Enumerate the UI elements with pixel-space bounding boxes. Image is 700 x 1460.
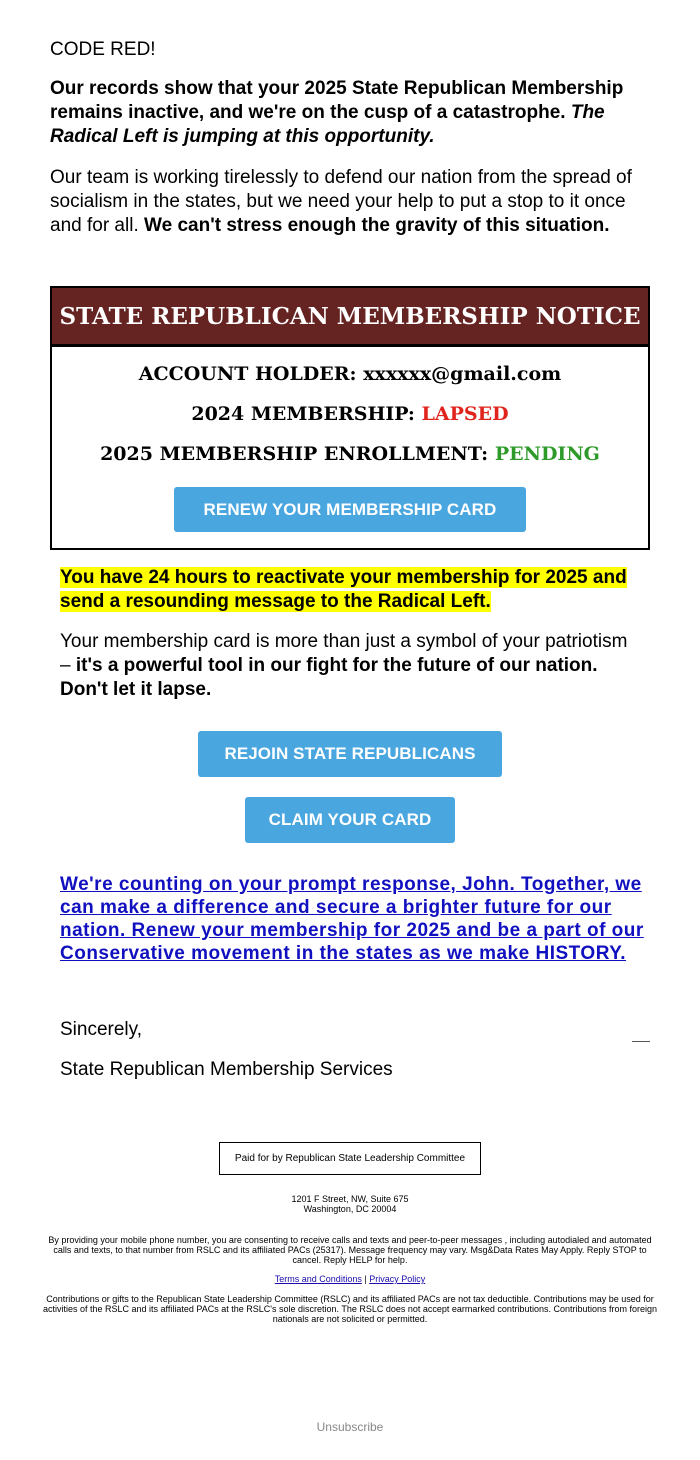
account-holder-line — [52, 363, 648, 385]
unsubscribe-link[interactable]: Unsubscribe — [316, 1420, 384, 1434]
rejoin-button[interactable]: REJOIN STATE REPUBLICANS — [198, 731, 502, 777]
enrollment-2025-line — [52, 443, 648, 465]
notice-title: STATE REPUBLICAN MEMBERSHIP NOTICE — [52, 288, 648, 347]
membership-card-bold: it's a powerful tool in our fight for the future of our nation. Don't let it lapse. — [60, 655, 598, 700]
intro-p1-italic: The Radical Left is jumping at this opportunity. — [50, 102, 605, 147]
intro-paragraph-1 — [50, 77, 660, 149]
contributions-disclaimer: Contributions or gifts to the Republican State Leadership Committee (RSLC) and its affiliated PACs are not tax deductible. Contributions may be used for activities of the RSLC and its affiliated PACs at the RSLC's sole discretion. The RSLC does not accept earmarked contributions. Contributions from foreign nationals are not solicited or permitted. — [42, 1294, 658, 1324]
urgent-highlight-text: You have 24 hours to reactivate your membership for 2025 and send a resounding message to the Radical Left. — [60, 567, 627, 612]
enrollment-2025-status: PENDING — [494, 443, 600, 465]
sender-name: State Republican Membership Services — [60, 1059, 393, 1080]
urgent-highlight-paragraph — [60, 566, 640, 614]
account-holder-label: ACCOUNT HOLDER: — [138, 363, 357, 385]
claim-card-button[interactable]: CLAIM YOUR CARD — [245, 797, 455, 843]
membership-notice-box — [50, 286, 650, 550]
sms-disclaimer: By providing your mobile phone number, you are consenting to receive calls and texts and peer-to-peer messages , including autodialed and automated calls and texts, to that number from RSLC and its affiliated PACs (25317). Message frequency may vary. Msg&Data Rates May Apply. Reply STOP to cancel. Reply HELP for help. — [48, 1235, 652, 1265]
intro-p1-bold: Our records show that your 2025 State Republican Membership remains inactive, and we're on the cusp of a catastrophe. — [50, 78, 624, 123]
renew-membership-button[interactable]: RENEW YOUR MEMBERSHIP CARD — [174, 487, 526, 532]
intro-p2-bold: We can't stress enough the gravity of this situation. — [144, 215, 610, 236]
account-holder-value: xxxxxx@gmail.com — [363, 363, 562, 385]
legal-links — [40, 1274, 660, 1284]
terms-link[interactable]: Terms and Conditions — [274, 1274, 362, 1284]
privacy-link[interactable]: Privacy Policy — [369, 1274, 426, 1284]
link-separator: | — [364, 1274, 367, 1284]
membership-card-paragraph — [60, 630, 640, 702]
closing-text: Sincerely, — [60, 1019, 143, 1040]
address-line-2: Washington, DC 20004 — [303, 1204, 397, 1214]
membership-2024-line — [52, 403, 648, 425]
divider — [632, 1041, 650, 1042]
membership-2024-status: LAPSED — [421, 403, 509, 425]
membership-card-normal: Your membership card is more than just a symbol of your patriotism – — [60, 631, 628, 676]
enrollment-2025-label: 2025 MEMBERSHIP ENROLLMENT: — [100, 443, 489, 465]
intro-p2-normal: Our team is working tirelessly to defend our nation from the spread of socialism in the states, but we need your help to put a stop to it once and for all. — [50, 167, 632, 236]
code-red-heading: CODE RED! — [50, 39, 156, 60]
address-line-1: 1201 F Street, NW, Suite 675 — [291, 1194, 409, 1204]
intro-paragraph-2 — [50, 166, 660, 238]
renew-cta-link[interactable]: We're counting on your prompt response, John. Together, we can make a difference and secure a brighter future for our nation. Renew your membership for 2025 and be a part of our Conservative movement in the states as we make HISTORY. — [60, 874, 644, 964]
address — [40, 1194, 660, 1214]
membership-2024-label: 2024 MEMBERSHIP: — [191, 403, 415, 425]
paid-for-box: Paid for by Republican State Leadership Committee — [219, 1142, 481, 1175]
